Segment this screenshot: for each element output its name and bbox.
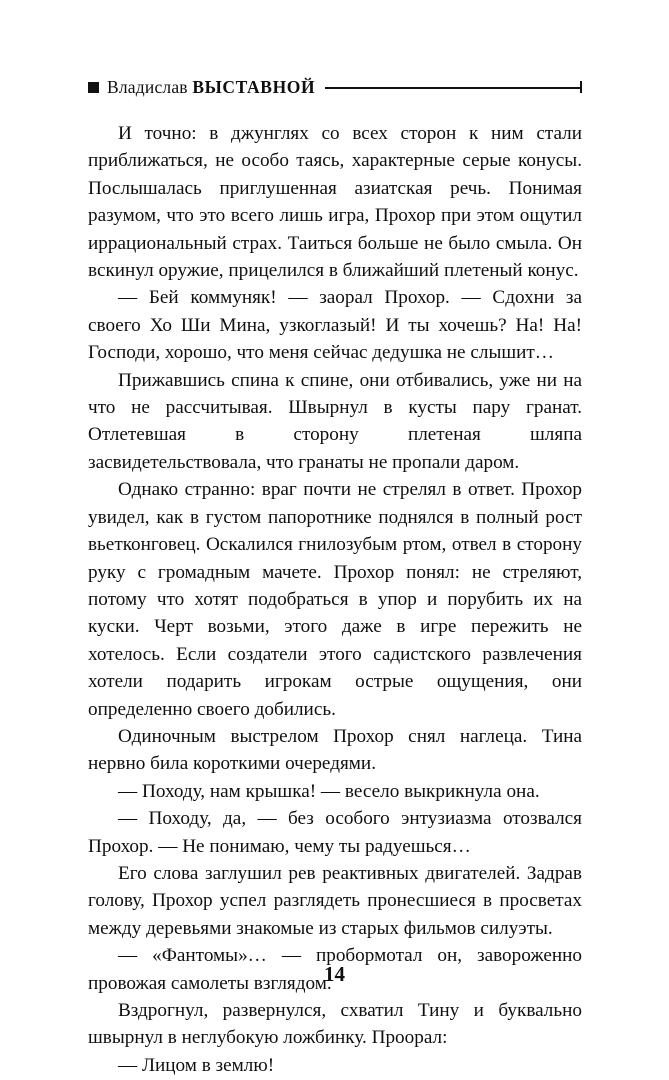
header-divider-line bbox=[325, 87, 580, 89]
author-last-name: ВЫСТАВНОЙ bbox=[192, 76, 316, 97]
black-square-icon bbox=[88, 82, 99, 93]
header-divider-endcap bbox=[580, 81, 582, 93]
paragraph: Одиночным выстрелом Прохор снял наглеца. Тина нервно била короткими очередями. bbox=[88, 725, 582, 775]
body-text bbox=[88, 120, 582, 1079]
paragraph: Его слова заглушил рев реактивных двигателей. Задрав голову, Прохор успел разглядеть пронесшиеся в просветах между деревьями знакомые из старых фильмов силуэты. bbox=[88, 862, 582, 939]
author-name bbox=[107, 77, 315, 98]
author-first-name: Владислав bbox=[107, 76, 188, 97]
paragraph: — Походу, да, — без особого энтузиазма отозвался Прохор. — Не понимаю, чему ты радуешься… bbox=[88, 808, 582, 857]
paragraph: Вздрогнул, развернулся, схватил Тину и буквально швырнул в неглубокую ложбинку. Проорал: bbox=[88, 1000, 582, 1049]
paragraph: — Походу, нам крышка! — весело выкрикнула она. bbox=[118, 780, 540, 802]
paragraph: Прижавшись спина к спине, они отбивались, уже ни на что не рассчитывая. Швырнул в кусты пару гранат. Отлетевшая в сторону плетеная шляпа засвидетельствовала, что гранаты не пропали даром. bbox=[88, 369, 582, 473]
paragraph: И точно: в джунглях со всех сторон к ним стали приближаться, не особо таясь, характерные серые конусы. Послышалась приглушенная азиатская речь. Понимая разумом, что это всего лишь игра, Прохор при этом ощутил иррациональный страх. Таиться больше не было смыла. Он вскинул оружие, прицелился в ближайший плетеный конус. bbox=[88, 123, 582, 282]
paragraph: Однако странно: враг почти не стрелял в ответ. Прохор увидел, как в густом папоротнике поднялся в полный рост вьетконговец. Оскалился гнилозубым ртом, отвел в сторону руку с громадным мачете. Прохор понял: не стреляют, потому что хотят подобраться в упор и порубить их на куски. Черт возьми, этого даже в игре пережить не хотелось. Если создатели этого садистского развлечения хотели подарить игрокам острые ощущения, они определенно своего добились. bbox=[88, 479, 582, 720]
paragraph: — Лицом в землю! bbox=[118, 1054, 275, 1076]
paragraph: — Бей коммуняк! — заорал Прохор. — Сдохни за своего Хо Ши Мина, узкоглазый! И ты хочешь? На! На! Господи, хорошо, что меня сейчас дедушка не слышит… bbox=[88, 287, 582, 364]
paragraph: — «Фантомы»… — пробормотал он, завороженно провожая самолеты взглядом. bbox=[88, 945, 582, 994]
running-head bbox=[88, 74, 582, 100]
page-number: 14 bbox=[324, 962, 345, 986]
